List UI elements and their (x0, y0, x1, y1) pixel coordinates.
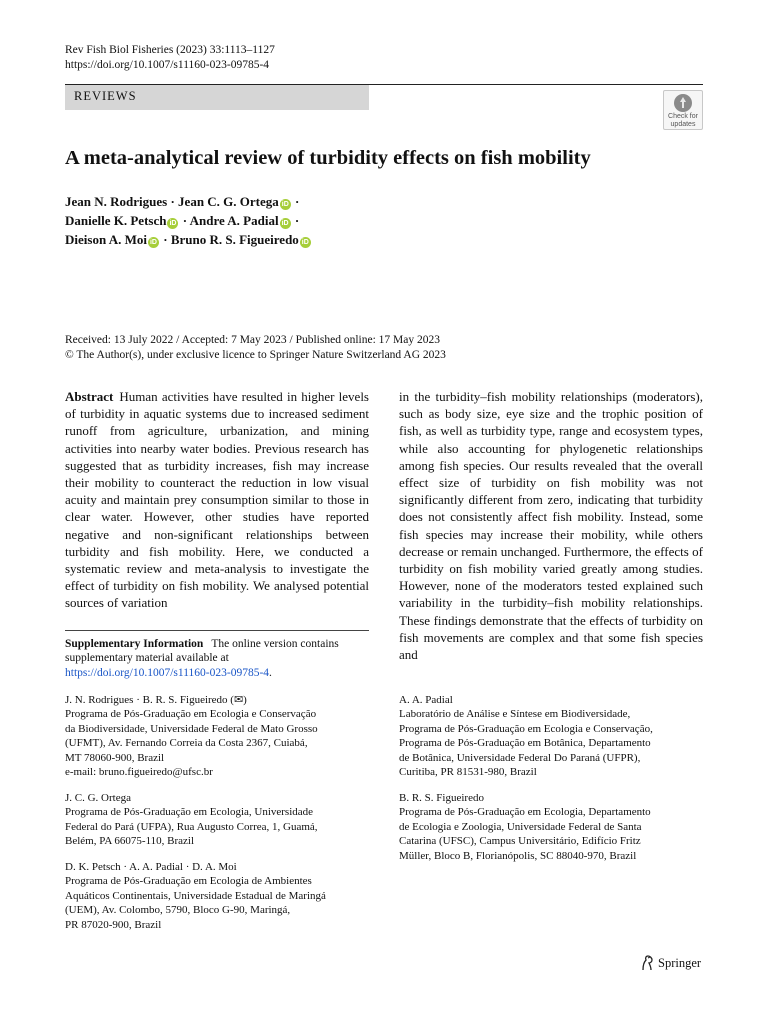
check-updates-icon (673, 93, 693, 113)
affiliation-line: Aquáticos Continentais, Universidade Estadual de Maringá (65, 889, 326, 902)
affiliation-line: de Botânica, Universidade Federal Do Paraná (UFPR), (399, 751, 641, 764)
author-line-1 (65, 192, 312, 211)
abstract-label: Abstract (65, 389, 114, 404)
author-name: Danielle K. Petsch (65, 213, 167, 228)
affiliation-head: J. C. G. Ortega (65, 792, 131, 804)
affiliation-line: de Ecologia e Zoologia, Universidade Federal de Santa (399, 820, 642, 833)
author-separator: · (159, 232, 171, 247)
affiliation-line: Programa de Pós-Graduação em Ecologia e Conservação (65, 708, 317, 721)
affiliation-line: Curitiba, PR 81531-980, Brazil (399, 766, 537, 779)
abstract-left-column (65, 388, 369, 612)
supplementary-text: The online version contains supplementary material available at (65, 638, 339, 665)
journal-line: Rev Fish Biol Fisheries (2023) 33:1113–1127 (65, 44, 275, 56)
affiliation-line: Programa de Pós-Graduação em Botânica, Departamento (399, 737, 651, 750)
publication-dates (65, 333, 446, 363)
affiliation-line: Federal do Pará (UFPA), Rua Augusto Correa, 1, Guamá, (65, 820, 318, 833)
section-label: REVIEWS (65, 85, 369, 110)
author-line-3 (65, 230, 312, 249)
affiliation-block (65, 693, 365, 779)
affiliation-line: Programa de Pós-Graduação em Ecologia de Ambientes (65, 875, 312, 888)
author-separator: · (291, 194, 300, 209)
supplementary-label: Supplementary Information (65, 638, 204, 650)
affiliation-head: B. R. S. Figueiredo (399, 792, 484, 804)
affiliation-line: Belém, PA 66075-110, Brazil (65, 835, 195, 848)
doi-line[interactable]: https://doi.org/10.1007/s11160-023-09785-4 (65, 59, 270, 71)
orcid-icon[interactable]: iD (281, 220, 289, 227)
orcid-icon[interactable]: iD (149, 239, 157, 246)
author-name: Andre A. Padial (189, 213, 279, 228)
affiliation-line: MT 78060-900, Brazil (65, 751, 165, 764)
publisher-logo (640, 955, 701, 971)
abstract-text-left: Human activities have resulted in higher levels of turbidity in aquatic systems due to increased sediment runoff from agriculture, urbanization, and mining activities into nearby water bodies. Previous research has suggested that as turbidity increases, fish may increase their mobility to counteract the reduction in low visual acuity and maintain prey consumption similar to those in clear water. However, other studies have reported negative and non-significant relationships between turbidity and fish mobility. Here, we conducted a systematic review and meta-analysis to investigate the effect of turbidity on fish mobility. We analysed potential sources of variation (65, 389, 369, 611)
affiliation-line: Programa de Pós-Graduação em Ecologia, Departamento (399, 806, 651, 819)
affiliation-line: Müller, Bloco B, Florianópolis, SC 88040-970, Brazil (399, 849, 637, 862)
affiliation-line: PR 87020-900, Brazil (65, 918, 162, 931)
author-separator: · (179, 213, 190, 228)
abstract-text-right: in the turbidity–fish mobility relationships (moderators), such as body size, eye size and the trophic position of fish, as well as turbidity type, range and ecosystem types, while also accounting for phylogenetic relationships among fish species. Our results revealed that the overall effect size of turbidity on fish mobility was not significantly different from zero, indicating that turbidity does not consistently affect fish mobility. Instead, some fish species may increase their mobility, while others decrease or remain unchanged. Furthermore, the effects of turbidity on fish mobility varied greatly among studies. However, none of the moderators tested explained such variability in the turbidity–fish mobility relationships. These findings demonstrate that the effects of turbidity on fish movements are complex and that some fish species and (399, 389, 703, 663)
author-line-2 (65, 211, 312, 230)
author-name: Bruno R. S. Figueiredo (170, 232, 299, 247)
author-name: Jean N. Rodrigues · (65, 194, 179, 209)
affiliation-line: (UFMT), Av. Fernando Correia da Costa 2367, Cuiabá, (65, 737, 308, 750)
springer-horse-icon (640, 955, 654, 971)
author-name: Jean C. G. Ortega (178, 194, 279, 209)
affiliation-block (65, 791, 365, 849)
affiliation-line: Programa de Pós-Graduação em Ecologia e Conservação, (399, 722, 653, 735)
abstract-right-column (399, 388, 703, 663)
check-updates-line2: updates (670, 120, 696, 128)
affiliation-line: (UEM), Av. Colombo, 5790, Bloco G-90, Maringá, (65, 904, 291, 917)
affiliation-head: J. N. Rodrigues · B. R. S. Figueiredo (✉) (65, 694, 247, 706)
received-accepted-published: Received: 13 July 2022 / Accepted: 7 May 2023 / Published online: 17 May 2023 (65, 334, 440, 346)
supplementary-end: . (269, 666, 272, 679)
author-name: Dieison A. Moi (65, 232, 147, 247)
check-updates-line1: Check for (668, 113, 698, 120)
affiliation-block (399, 791, 699, 863)
affiliation-line: Catarina (UFSC), Campus Universitário, Edifício Fritz (399, 835, 641, 848)
orcid-icon[interactable]: iD (301, 239, 309, 246)
affiliation-block (399, 693, 699, 779)
author-list (65, 192, 312, 249)
journal-citation (65, 43, 275, 73)
affiliation-line: Laboratório de Análise e Síntese em Biodiversidade, (399, 708, 631, 721)
copyright-line: © The Author(s), under exclusive licence to Springer Nature Switzerland AG 2023 (65, 349, 446, 361)
article-title: A meta-analytical review of turbidity effects on fish mobility (65, 147, 591, 169)
publisher-name: Springer (658, 955, 702, 970)
affiliation-line: da Biodiversidade, Universidade Federal de Mato Grosso (65, 722, 318, 735)
affiliation-block (65, 860, 365, 932)
affiliation-line: Programa de Pós-Graduação em Ecologia, Universidade (65, 806, 314, 819)
affiliation-head: A. A. Padial (399, 694, 453, 706)
author-email[interactable]: e-mail: bruno.figueiredo@ufsc.br (65, 766, 213, 779)
affiliation-head: D. K. Petsch · A. A. Padial · D. A. Moi (65, 861, 237, 873)
supplementary-link[interactable]: https://doi.org/10.1007/s11160-023-09785-4 (65, 666, 270, 679)
supplementary-information (65, 630, 369, 680)
check-for-updates-badge[interactable] (663, 90, 703, 130)
author-separator: · (291, 213, 300, 228)
orcid-icon[interactable]: iD (169, 220, 177, 227)
orcid-icon[interactable]: iD (281, 201, 289, 208)
